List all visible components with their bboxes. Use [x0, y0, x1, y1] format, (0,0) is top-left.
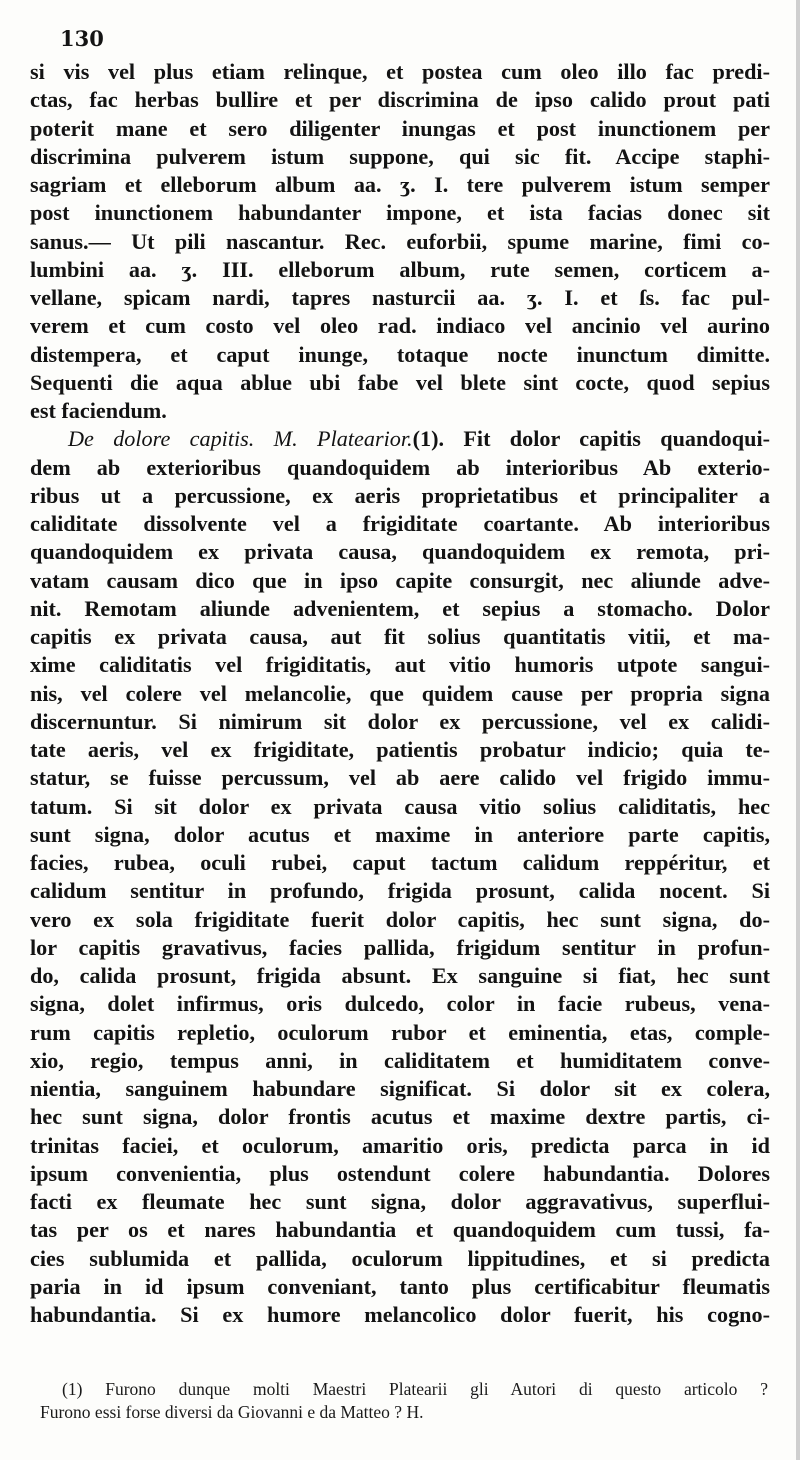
text-line: post inunctionem habundanter impone, et ista facias donec sit [30, 200, 770, 226]
footnote-line: (1) Furono dunque molti Maestri Platearii gli Autori di questo articolo ? [62, 1379, 768, 1399]
text-line: ribus ut a percussione, ex aeris proprietatibus et principaliter a [30, 482, 770, 508]
text-line: discrimina pulverem istum suppone, qui sic fit. Accipe staphi- [30, 143, 770, 169]
text-line: xime caliditatis vel frigiditatis, aut vitio humoris utpote sangui- [30, 652, 770, 678]
text-line: verem et cum costo vel oleo rad. indiaco vel ancinio vel aurino [30, 313, 770, 339]
heading-continuation: (1). Fit dolor capitis quandoqui- [412, 426, 770, 452]
text-line: tas per os et nares habundantia et quandoquidem cum tussi, fa- [30, 1217, 770, 1243]
text-line: trinitas faciei, et oculorum, amaritio oris, predicta parca in id [30, 1132, 770, 1158]
text-line: ipsum convenientia, plus ostendunt colere habundantia. Dolores [30, 1160, 770, 1186]
text-line: paria in id ipsum conveniant, tanto plus certificabitur fleumatis [30, 1273, 770, 1299]
text-line: vero ex sola frigiditate fuerit dolor capitis, hec sunt signa, do- [30, 906, 770, 932]
page-number: 130 [60, 26, 104, 51]
text-line: nis, vel colere vel melancolie, que quidem cause per propria signa [30, 680, 770, 706]
text-line: tatum. Si sit dolor ex privata causa vitio solius caliditatis, hec [30, 793, 770, 819]
text-line: Sequenti die aqua ablue ubi fabe vel blete sint cocte, quod sepius [30, 369, 770, 395]
text-line: discernuntur. Si nimirum sit dolor ex percussione, vel ex calidi- [30, 708, 770, 734]
footnote-block [40, 1378, 768, 1424]
text-line: nit. Remotam aliunde advenientem, et sepius a stomacho. Dolor [30, 595, 770, 621]
text-line: cies sublumida et pallida, oculorum lippitudines, et si predicta [30, 1245, 770, 1271]
footnote-line: Furono essi forse diversi da Giovanni e da Matteo ? H. [40, 1402, 424, 1422]
text-line: ctas, fac herbas bullire et per discrimina de ipso calido prout pati [30, 87, 770, 113]
text-line: lumbini aa. ʒ. III. elleborum album, rute semen, corticem a- [30, 256, 770, 282]
text-line: tate aeris, vel ex frigiditate, patientis probatur indicio; quia te- [30, 737, 770, 762]
text-line: facti ex fleumate hec sunt signa, dolor aggravativus, superflui- [30, 1189, 770, 1214]
section-heading-line [30, 425, 770, 453]
text-line: caliditate dissolvente vel a frigiditate coartante. Ab interioribus [30, 511, 770, 536]
text-line: calidum sentitur in profundo, frigida prosunt, calida nocent. Si [30, 878, 770, 904]
text-line: xio, regio, tempus anni, in caliditatem et humiditatem conve- [30, 1047, 770, 1073]
text-line: rum capitis repletio, oculorum rubor et eminentia, etas, comple- [30, 1019, 770, 1045]
text-line: sanus.— Ut pili nascantur. Rec. euforbii, spume marine, fimi co- [30, 228, 770, 254]
text-line: statur, se fuisse percussum, vel ab aere calido vel frigido immu- [30, 765, 770, 791]
text-line: est faciendum. [30, 398, 167, 423]
text-line: capitis ex privata causa, aut fit solius quantitatis vitii, et ma- [30, 624, 770, 649]
text-line: poterit mane et sero diligenter inungas et post inunctionem per [30, 115, 770, 141]
text-line: nientia, sanguinem habundare significat. Si dolor sit ex colera, [30, 1076, 770, 1101]
text-line: lor capitis gravativus, facies pallida, frigidum sentitur in profun- [30, 934, 770, 960]
text-line: si vis vel plus etiam relinque, et postea cum oleo illo fac predi- [30, 59, 770, 84]
text-line: do, calida prosunt, frigida absunt. Ex sanguine si fiat, hec sunt [30, 963, 770, 988]
text-line: sagriam et elleborum album aa. ʒ. I. tere pulverem istum semper [30, 172, 770, 197]
text-line: distempera, et caput inunge, totaque nocte inunctum dimitte. [30, 341, 770, 367]
text-line: quandoquidem ex privata causa, quandoquidem ex remota, pri- [30, 539, 770, 565]
main-text-block [30, 58, 770, 1329]
text-line: signa, dolet infirmus, oris dulcedo, color in facie rubeus, vena- [30, 991, 770, 1017]
section-heading: De dolore capitis. M. Platearior. [68, 426, 413, 452]
text-line: sunt signa, dolor acutus et maxime in anteriore parte capitis, [30, 821, 770, 847]
text-line: vatam causam dico que in ipso capite consurgit, nec aliunde adve- [30, 567, 770, 593]
text-line: vellane, spicam nardi, tapres nasturcii aa. ʒ. I. et ſs. fac pul- [30, 285, 770, 310]
text-line: facies, rubea, oculi rubei, caput tactum calidum reppéritur, et [30, 850, 770, 875]
text-line: habundantia. Si ex humore melancolico dolor fuerit, his cogno- [30, 1302, 770, 1327]
text-line: dem ab exterioribus quandoquidem ab interioribus Ab exterio- [30, 454, 770, 480]
text-line: hec sunt signa, dolor frontis acutus et maxime dextre partis, ci- [30, 1104, 770, 1130]
